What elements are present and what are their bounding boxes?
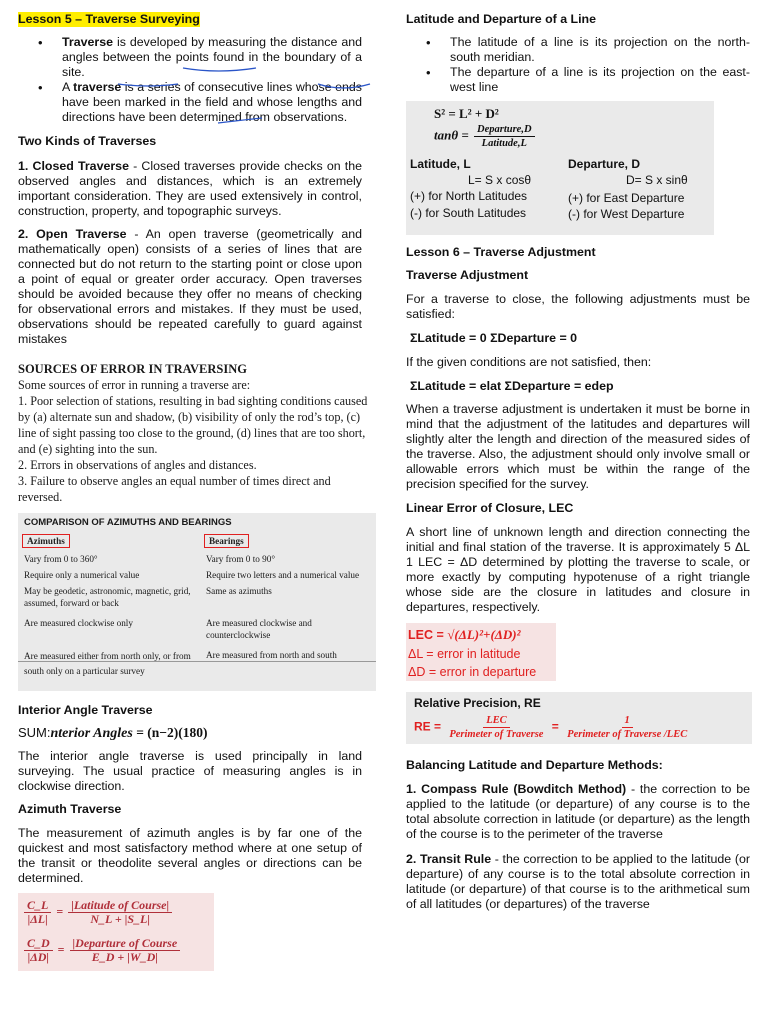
compass-rule-label: 1. Compass Rule (Bowditch Method) — [406, 782, 627, 796]
formula-cl-rhs-num: |Latitude of Course| — [68, 899, 172, 913]
latdep-heading: Latitude and Departure of a Line — [406, 12, 597, 26]
azimuths-header: Azimuths — [22, 534, 70, 548]
rp-num1: LEC — [483, 714, 509, 728]
sum-label: SUM: — [18, 725, 51, 740]
closed-traverse-label: 1. Closed Traverse — [18, 159, 129, 173]
table-divider — [18, 661, 376, 662]
formula-cl-rhs-den: N_L + |S_L| — [90, 912, 151, 926]
traverse-adjustment-text: For a traverse to close, the following adjustments must be satisfied: — [406, 292, 750, 321]
azimuth-bearing-table-image — [18, 513, 376, 691]
eq-tan-lhs: tanθ = — [434, 127, 469, 143]
eq-tan-num: Departure,D — [474, 123, 535, 137]
rp-title: Relative Precision, RE — [414, 696, 541, 710]
sources-item: 2. Errors in observations of angles and distances. — [18, 458, 257, 472]
dep-formula: D= S x sinθ — [626, 173, 688, 187]
definition-text: is a series of consecutive lines whose ends have been marked in the field and whose lengths and directions have been determined from observations. — [62, 80, 362, 124]
dep-west: (-) for West Departure — [568, 207, 685, 221]
lat-south: (-) for South Latitudes — [410, 206, 527, 220]
lec-formula-rhs: √(ΔL)²+(ΔD)² — [447, 627, 521, 642]
formula-cd-lhs-den: |ΔD| — [27, 950, 50, 964]
table-cell: Same as azimuths — [206, 586, 272, 596]
eq-tan-den: Latitude,L — [481, 138, 527, 149]
term-traverse: traverse — [73, 80, 122, 94]
sum-elat-condition: ΣLatitude = elat ΣDeparture = edep — [410, 379, 614, 393]
dep-east: (+) for East Departure — [568, 191, 685, 205]
interior-sum-formula — [18, 725, 362, 741]
compass-rule-text: - the correction to be applied to the latitude (or departure) of any course is to the total absolute correction in latitude (or departure) as the length of the course is to the perimeter of the traverse — [406, 782, 750, 841]
table-cell: Are measured from north and south — [206, 650, 337, 660]
balancing-heading: Balancing Latitude and Departure Methods: — [406, 758, 663, 772]
lec-dd: ΔD = error in departure — [408, 665, 537, 679]
pen-annotations — [18, 12, 378, 148]
bearings-header: Bearings — [204, 534, 249, 548]
definition-text: is developed by measuring the distance and angles between the points found in the boundary of a site. — [62, 35, 362, 79]
lesson5-title: Lesson 5 – Traverse Surveying — [18, 12, 200, 26]
sources-item: 3. Failure to observe angles an equal number of times direct and reversed. — [18, 474, 331, 504]
adjustment-paragraph: When a traverse adjustment is undertaken it must be borne in mind that the adjustment of the latitudes and departures will slightly alter the length and direction of the measured sides of the traverse. Also, the adjustment should only involve small or allowable errors which must be within the range of the precision specified for the survey. — [406, 402, 750, 491]
formula-cd: $\frac{C\_D}{|\Delta D|}$ = $\frac{\text{|Departure of Course}}{E\_D + |W\_D|}$ — [22, 937, 182, 964]
interior-angle-text: The interior angle traverse is used principally in land surveying. The usual practice of measuring angles is in clockwise direction. — [18, 749, 362, 793]
sources-of-error-image — [18, 361, 374, 505]
open-traverse-text: - An open traverse (geometrically and mathematically open) consists of a series of lines that are connected but do not return to the starting point or close upon a point of equal or greater order accuracy. Open traverses should be avoided because they offer no means of checking for observational errors and mistakes. If they must be used, observations should be repeated carefully to guard against mistakes — [18, 227, 362, 346]
formula-italic: nterior Angles — [50, 726, 133, 741]
azimuth-traverse-text: The measurement of azimuth angles is by far one of the quickest and most satisfactory method where at one setup of the transit or theodolite several angles or directions can be determined. — [18, 826, 362, 885]
formula-rest: = (n−2)(180) — [132, 725, 208, 740]
lat-label: Latitude, L — [410, 157, 471, 171]
list-item: • The latitude of a line is its projection on the north-south meridian. — [406, 35, 750, 65]
definition-prefix: A — [62, 80, 74, 94]
rp-num2: 1 — [622, 714, 633, 728]
eq-tan — [434, 123, 537, 150]
table-cell: Are measured either from north only, or from south only on a particular survey — [24, 651, 191, 676]
list-item: • The departure of a line is its projection on the east-west line — [406, 65, 750, 95]
kinds-heading: Two Kinds of Traverses — [18, 134, 157, 148]
rp-formula — [414, 714, 692, 741]
open-traverse-paragraph — [18, 227, 362, 347]
azimuth-traverse-heading: Azimuth Traverse — [18, 802, 122, 816]
formula-cl: $\frac{C\_L}{|\Delta L|}$ = $\frac{\text{|Latitude of Course|}}{N\_L + |S\_L|}$ — [22, 899, 174, 926]
open-traverse-label: 2. Open Traverse — [18, 227, 127, 241]
closed-traverse-text: - Closed traverses provide checks on the observed angles and distances, which is an extremely important consideration. They are used extensively in control, construction, property, and topographic surveys. — [18, 159, 362, 218]
lec-formula — [408, 627, 521, 643]
term-traverse: Traverse — [62, 35, 113, 49]
lec-dl: ΔL = error in latitude — [408, 647, 521, 661]
table-cell: Are measured clockwise and counterclockwise — [206, 618, 312, 640]
formula-cd-rhs-den: E_D + |W_D| — [91, 950, 158, 964]
eq-s: S² = L² + D² — [434, 106, 499, 121]
dep-label: Departure, D — [568, 157, 641, 171]
relative-precision-image — [406, 692, 752, 744]
formula-cl-lhs-den: |ΔL| — [27, 912, 48, 926]
traverse-adjustment-heading: Traverse Adjustment — [406, 268, 529, 282]
table-cell: May be geodetic, astronomic, magnetic, grid, assumed, forward or back — [24, 586, 191, 608]
closed-traverse-paragraph — [18, 159, 362, 219]
compass-rule-formula-image — [18, 893, 214, 971]
lesson6-title: Lesson 6 – Traverse Adjustment — [406, 245, 596, 259]
lat-formula: L= S x cosθ — [468, 173, 532, 187]
transit-rule-text: - the correction to be applied to the latitude (or departure) of any course is to the total absolute correction in latitude (or departure) of that course is to the arithmetical sum of all latitudes (or departures) of the traverse — [406, 852, 750, 911]
compass-rule-paragraph — [406, 782, 750, 842]
lec-formula-lhs: LEC = — [408, 628, 448, 642]
lec-text: A short line of unknown length and direction connecting the initial and final station of the traverse. It is approximately 5 ΔL 1 LEC = ΔD determined by plotting the traverse to scale, or more exactly by computing hypotenuse of a right triangle whose side are the closure in latitudes and closure in departures, respectively. — [406, 525, 750, 614]
sum-zero-condition: ΣLatitude = 0 ΣDeparture = 0 — [410, 331, 578, 345]
formula-cd-rhs-num: |Departure of Course — [70, 937, 181, 951]
lat-north: (+) for North Latitudes — [410, 189, 528, 203]
right-column — [406, 12, 750, 912]
formula-cl-lhs-num: C_L — [24, 899, 51, 913]
latdep-list — [406, 35, 750, 95]
rp-den2: Perimeter of Traverse /LEC — [567, 729, 688, 740]
comparison-title: COMPARISON OF AZIMUTHS AND BEARINGS — [24, 517, 232, 528]
lec-heading: Linear Error of Closure, LEC — [406, 501, 574, 515]
transit-rule-label: 2. Transit Rule — [406, 852, 492, 866]
table-cell: Require two letters and a numerical value — [206, 570, 360, 580]
table-cell: Are measured clockwise only — [24, 618, 133, 628]
transit-rule-paragraph — [406, 852, 750, 912]
sources-item: 1. Poor selection of stations, resulting in bad sighting conditions caused by (a) alternate sun and shadow, (b) visibility of only the rod’s top, (c) line of sight passing too close to the ground, (d) lines that are too short, and (e) sighting into the sun. — [18, 394, 368, 456]
table-cell: Require only a numerical value — [24, 570, 140, 580]
sources-title: SOURCES OF ERROR IN TRAVERSING — [18, 362, 247, 376]
left-column — [18, 12, 368, 971]
not-satisfied-text: If the given conditions are not satisfied, then: — [406, 355, 652, 369]
rp-den1: Perimeter of Traverse — [449, 729, 544, 740]
table-cell: Vary from 0 to 360° — [24, 554, 98, 564]
table-cell: Vary from 0 to 90° — [206, 554, 275, 564]
latdep-formula-image — [406, 101, 714, 235]
rp-eq: = — [551, 719, 559, 734]
lec-formula-image — [406, 623, 556, 681]
rp-lhs: RE = — [414, 719, 442, 734]
interior-angle-heading: Interior Angle Traverse — [18, 703, 153, 717]
formula-cd-lhs-num: C_D — [24, 937, 53, 951]
sources-intro: Some sources of error in running a traverse are: — [18, 378, 251, 392]
